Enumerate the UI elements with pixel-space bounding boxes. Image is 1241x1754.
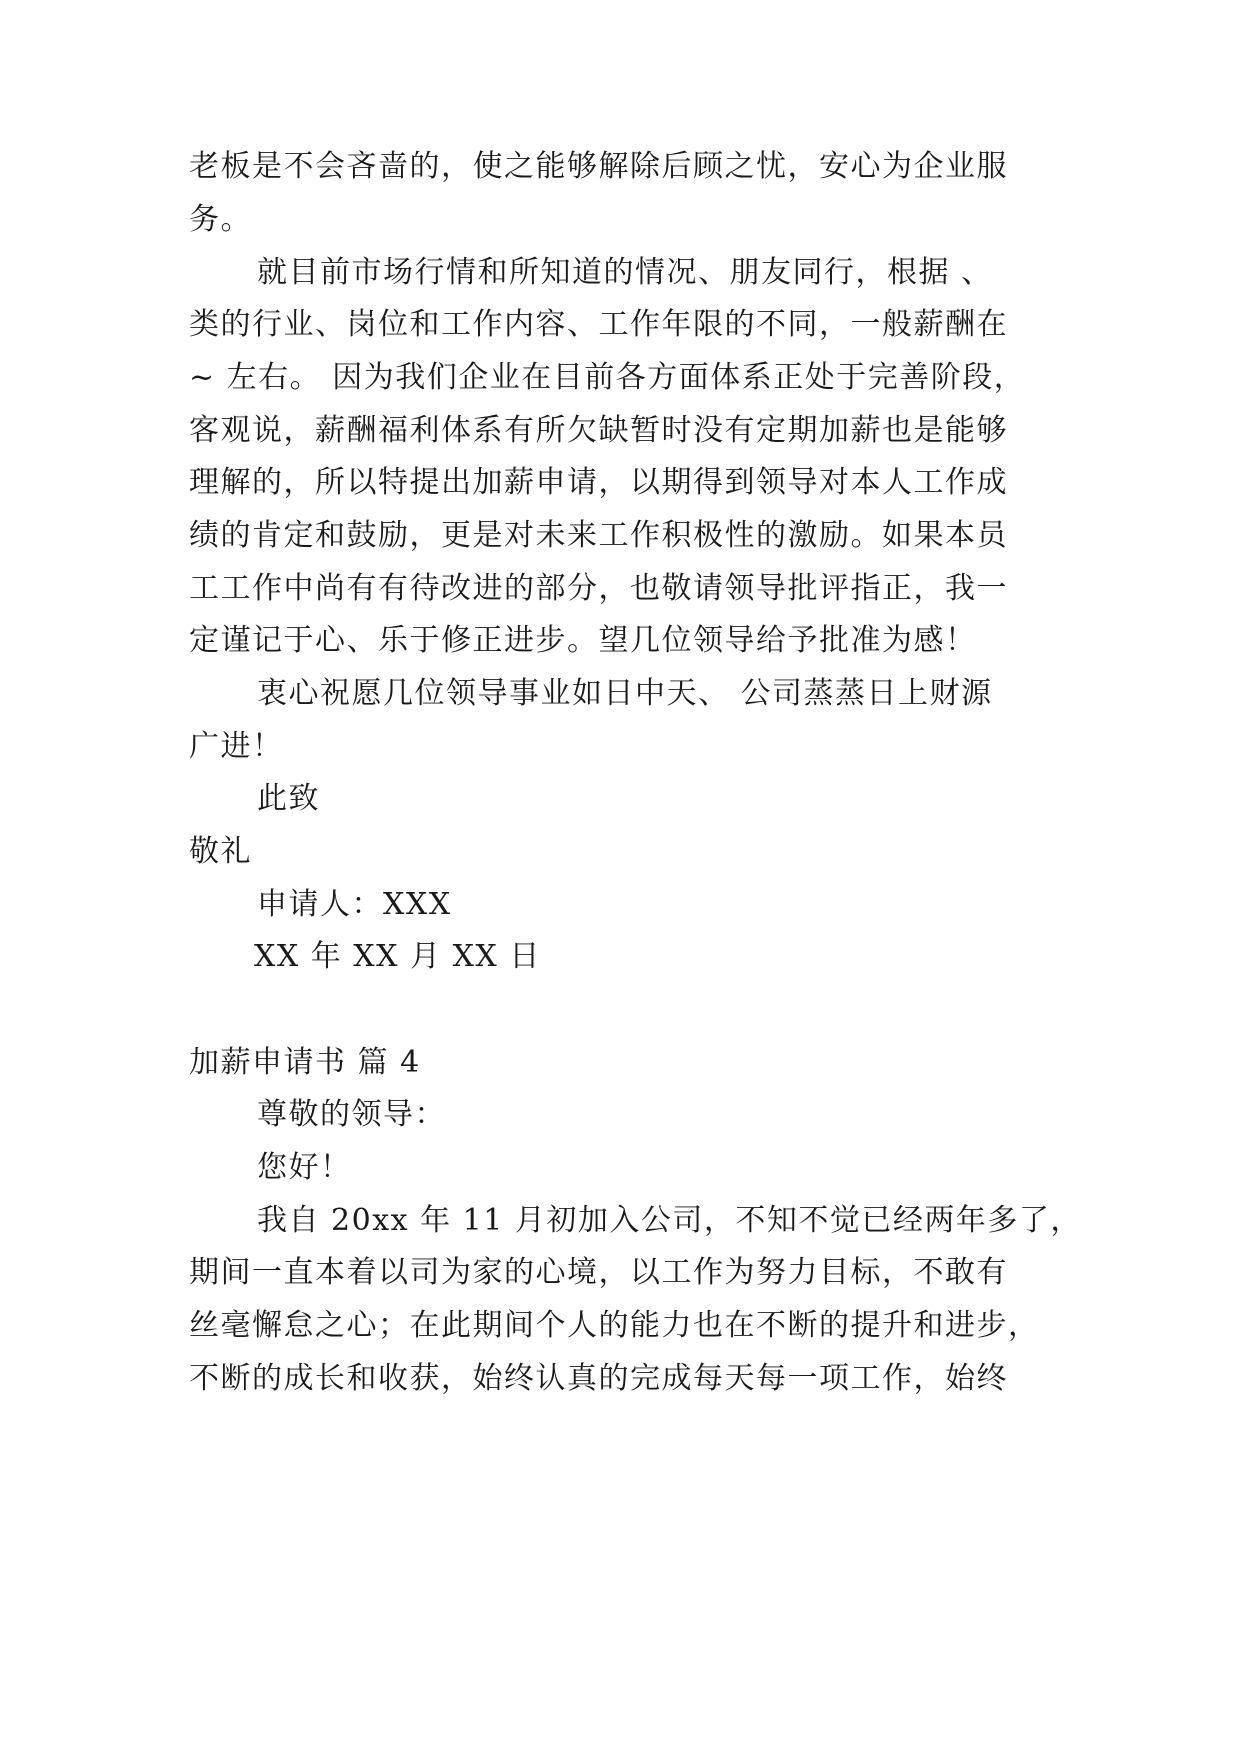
body-text-line: 客观说，薪酬福利体系有所欠缺暂时没有定期加薪也是能够 — [189, 413, 1008, 448]
body-text-line: 工工作中尚有有待改进的部分，也敬请领导批评指正，我一 — [189, 571, 1008, 606]
body-text-line: 务。 — [189, 202, 252, 237]
closing-regards: 敬礼 — [189, 834, 252, 869]
paragraph-start-line: 我自 20xx 年 11 月初加入公司，不知不觉已经两年多了， — [257, 1203, 1082, 1238]
closing-salutation: 此致 — [257, 781, 320, 816]
body-text-line: 不断的成长和收获，始终认真的完成每天每一项工作，始终 — [189, 1361, 1008, 1396]
paragraph-start-line: 就目前市场行情和所知道的情况、朋友同行，根据 、 — [257, 255, 993, 290]
body-text-line: 理解的，所以特提出加薪申请，以期得到领导对本人工作成 — [189, 465, 1008, 500]
body-text-line: 期间一直本着以司为家的心境，以工作为努力目标，不敢有 — [189, 1255, 1008, 1290]
section-heading: 加薪申请书 篇 4 — [189, 1045, 421, 1080]
body-text-line: 定谨记于心、乐于修正进步。望几位领导给予批准为感！ — [189, 623, 977, 658]
body-text-line: 老板是不会吝啬的，使之能够解除后顾之忧，安心为企业服 — [189, 149, 1008, 184]
signature-date: XX 年 XX 月 XX 日 — [254, 939, 541, 974]
paragraph-start-line: 衷心祝愿几位领导事业如日中天、 公司蒸蒸日上财源 — [257, 676, 993, 711]
body-text-line: 类的行业、岗位和工作内容、工作年限的不同，一般薪酬在 — [189, 307, 1008, 342]
body-text-line: 丝毫懈怠之心；在此期间个人的能力也在不断的提升和进步， — [189, 1308, 1040, 1343]
body-text-line: 绩的肯定和鼓励，更是对未来工作积极性的激励。如果本员 — [189, 518, 1008, 553]
body-text-line: ~ 左右。 因为我们企业在目前各方面体系正处于完善阶段， — [189, 360, 1026, 395]
letter-greeting: 您好！ — [257, 1150, 352, 1185]
body-text-line: 广进！ — [189, 729, 284, 764]
letter-salutation: 尊敬的领导： — [257, 1097, 446, 1132]
applicant-signature: 申请人：XXX — [257, 887, 452, 922]
